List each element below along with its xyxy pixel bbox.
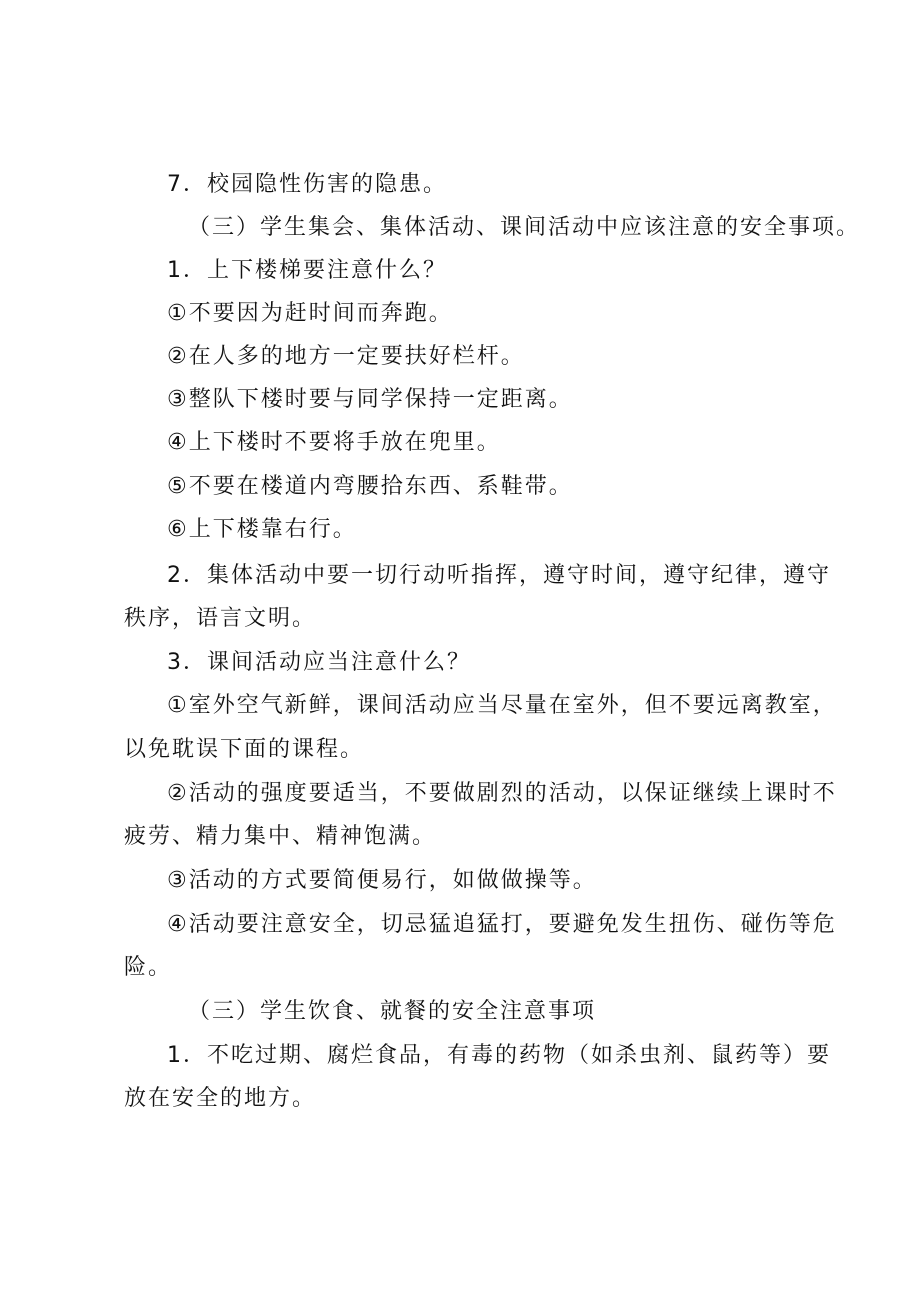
break-point-4-line2: 险。 bbox=[124, 955, 173, 980]
stairs-point-5: ⑤不要在楼道内弯腰拾东西、系鞋带。 bbox=[167, 474, 573, 499]
break-point-3: ③活动的方式要简便易行，如做做操等。 bbox=[167, 868, 597, 893]
break-point-2-line1: ②活动的强度要适当，不要做剧烈的活动，以保证继续上课时不 bbox=[167, 781, 837, 806]
item-2-group-activity-line2: 秩序，语言文明。 bbox=[124, 606, 317, 631]
stairs-point-3: ③整队下楼时要与同学保持一定距离。 bbox=[167, 387, 573, 412]
stairs-point-2: ②在人多的地方一定要扶好栏杆。 bbox=[167, 344, 525, 369]
food-item-1-line1: 1．不吃过期、腐烂食品，有毒的药物（如杀虫剂、鼠药等）要 bbox=[167, 1043, 831, 1068]
stairs-point-6: ⑥上下楼靠右行。 bbox=[167, 517, 357, 542]
break-point-4-line1: ④活动要注意安全，切忌猛追猛打，要避免发生扭伤、碰伤等危 bbox=[167, 912, 837, 937]
item-7-school-hazards: 7．校园隐性伤害的隐患。 bbox=[167, 172, 447, 197]
section-heading-food-safety: （三）学生饮食、就餐的安全注意事项 bbox=[188, 999, 597, 1024]
stairs-point-1: ①不要因为赶时间而奔跑。 bbox=[167, 301, 453, 326]
break-point-1-line1: ①室外空气新鲜，课间活动应当尽量在室外，但不要远离教室， bbox=[167, 693, 837, 718]
item-2-group-activity-line1: 2．集体活动中要一切行动听指挥，遵守时间，遵守纪律，遵守 bbox=[167, 563, 831, 588]
break-point-2-line2: 疲劳、精力集中、精神饱满。 bbox=[124, 824, 437, 849]
food-item-1-line2: 放在安全的地方。 bbox=[124, 1086, 317, 1111]
section-heading-assembly-safety: （三）学生集会、集体活动、课间活动中应该注意的安全事项。 bbox=[188, 215, 861, 240]
item-3-break-activity-question: 3．课间活动应当注意什么？ bbox=[167, 650, 471, 675]
stairs-point-4: ④上下楼时不要将手放在兜里。 bbox=[167, 430, 501, 455]
item-1-stairs-question: 1．上下楼梯要注意什么？ bbox=[167, 258, 447, 283]
break-point-1-line2: 以免耽误下面的课程。 bbox=[124, 737, 365, 762]
